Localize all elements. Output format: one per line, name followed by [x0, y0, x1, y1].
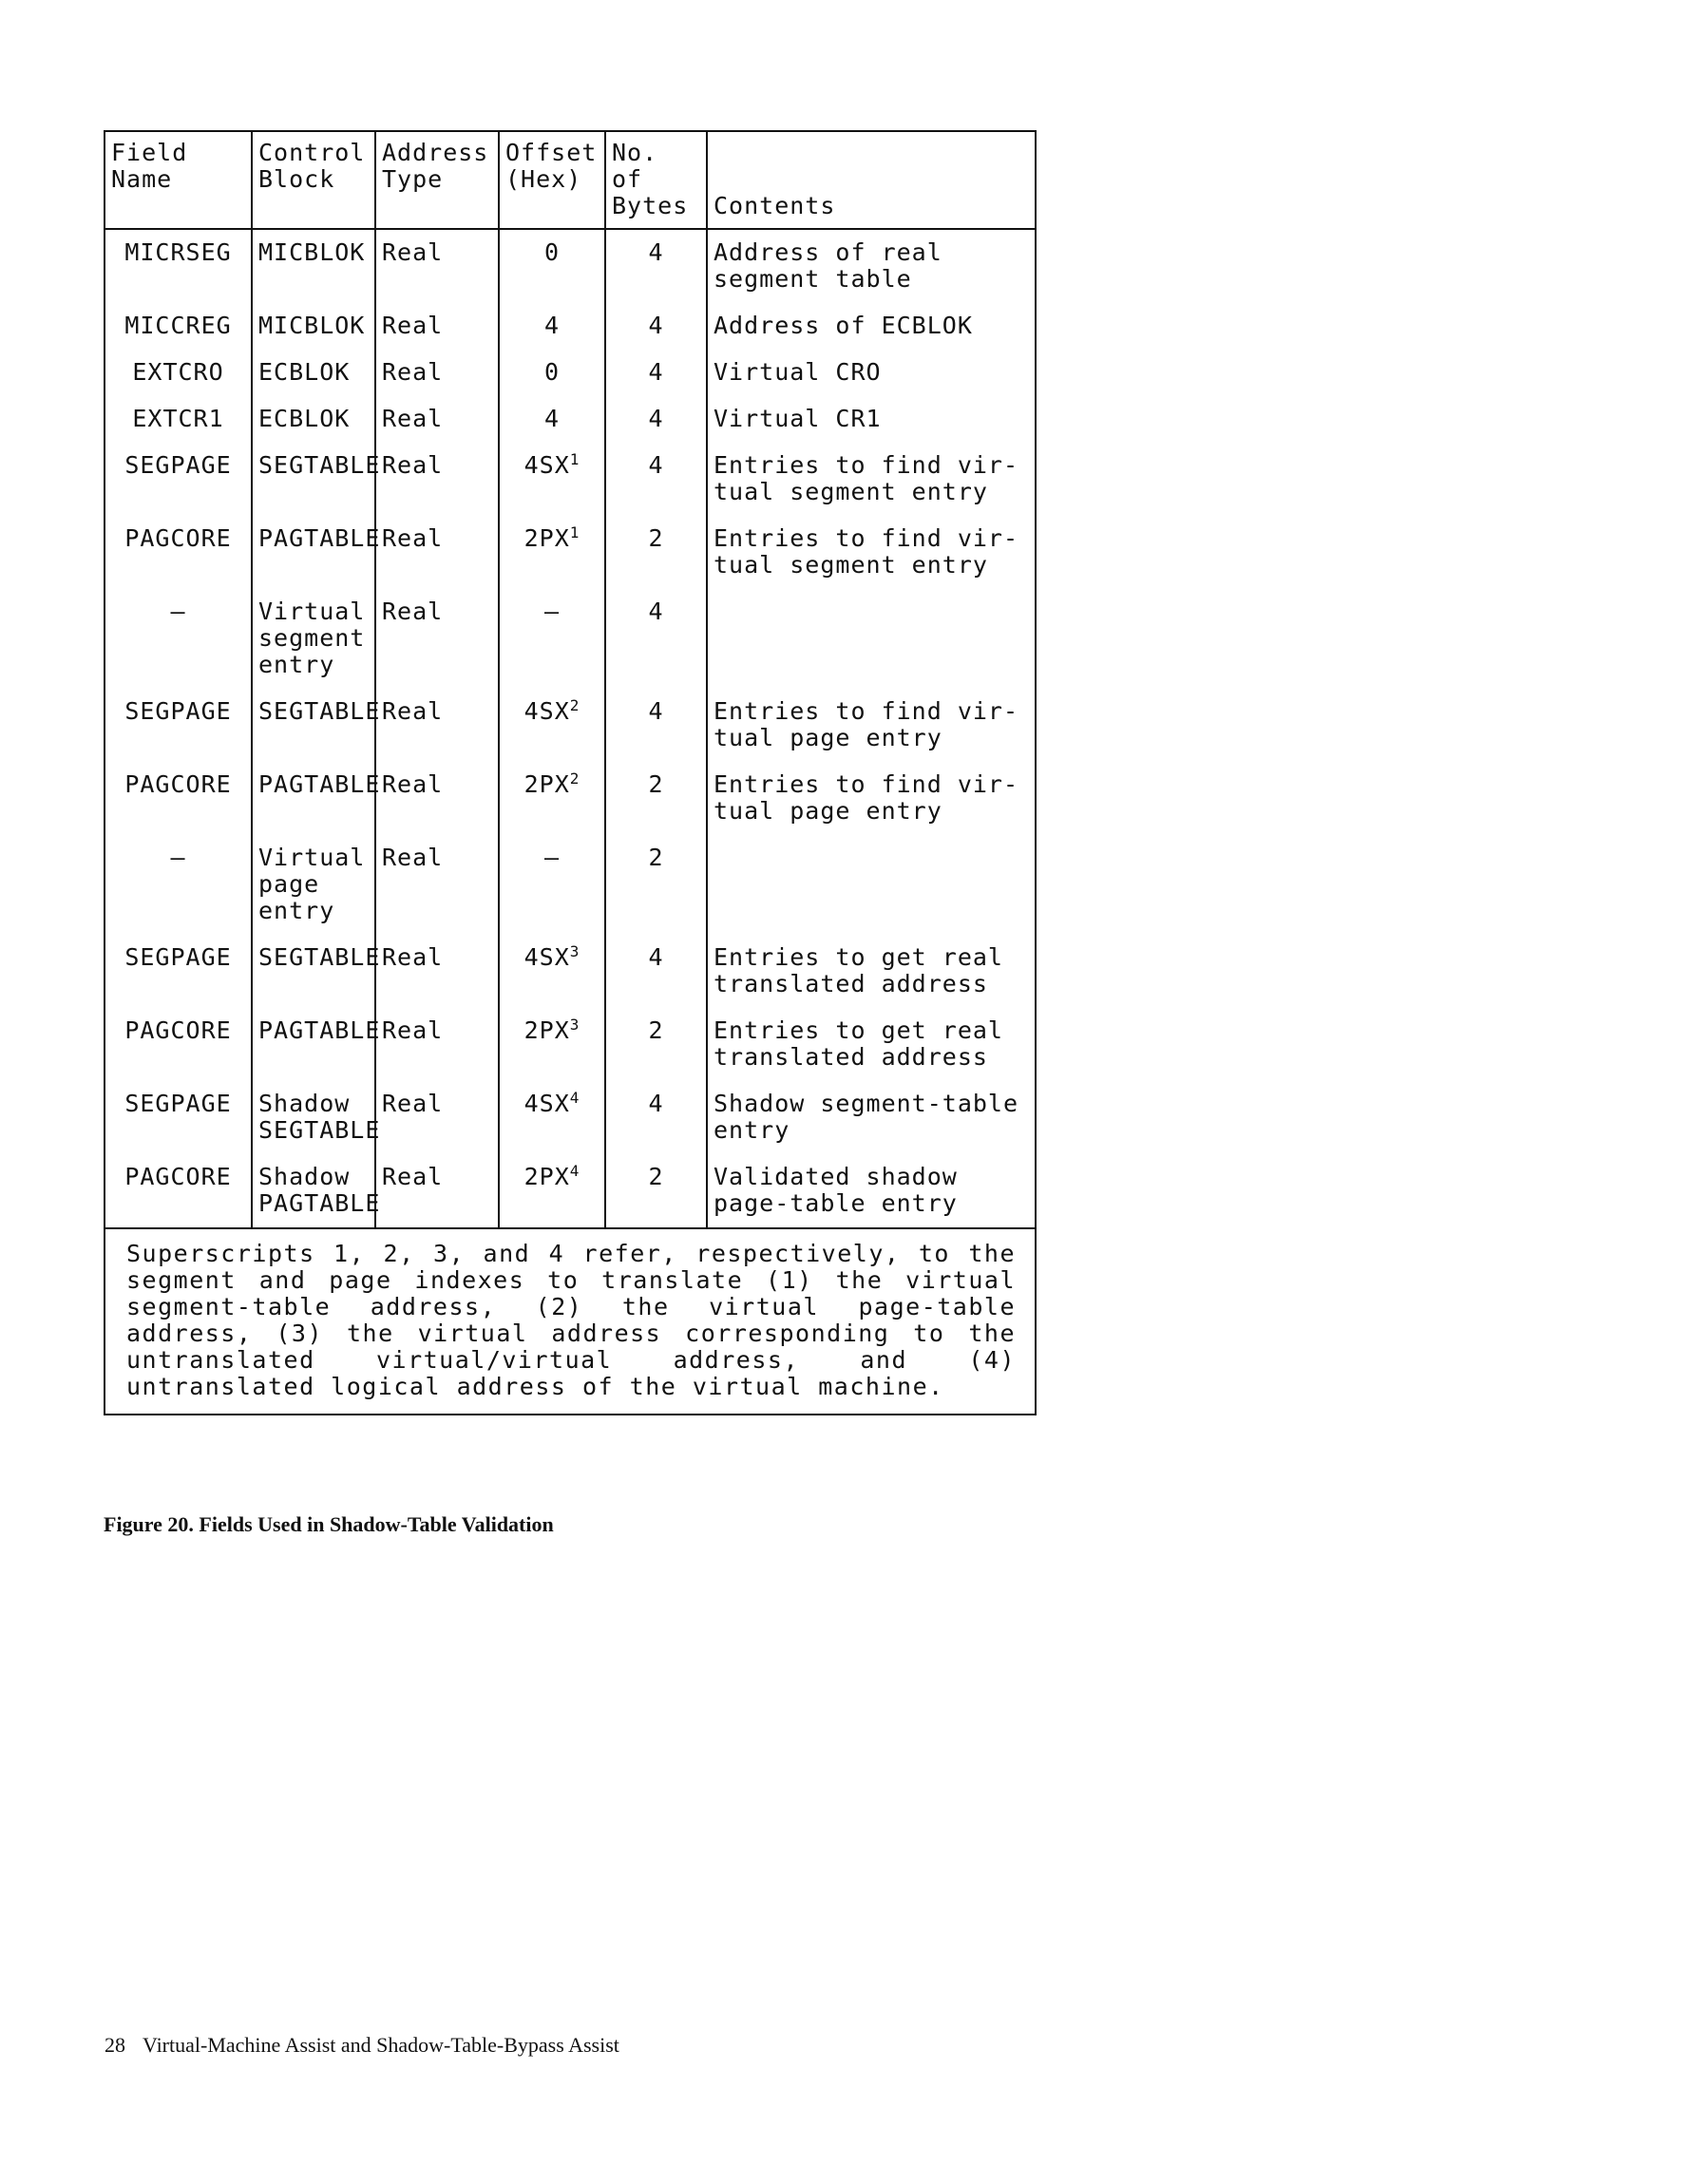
table-row: [105, 396, 1036, 443]
cell-bytes: 2: [605, 762, 707, 835]
cell-bytes: 4: [605, 935, 707, 1008]
offset-value: 4: [543, 405, 561, 432]
table-row: [105, 1081, 1036, 1154]
cell-control-block: SEGTABLE: [252, 443, 375, 516]
cell-offset: [499, 762, 605, 835]
cell-address-type: Real: [375, 350, 499, 396]
header-contents: Contents: [707, 131, 1036, 229]
cell-contents: Validated shadow page-table entry: [714, 1163, 958, 1217]
table-row: [105, 443, 1036, 516]
header-field-name: Field Name: [105, 131, 252, 229]
cell-contents: Entries to find vir- tual segment entry: [714, 524, 1019, 579]
offset-value: 4: [543, 312, 561, 339]
cell-field-name: MICCREG: [105, 303, 252, 350]
table-body: [105, 229, 1036, 1228]
cell-control-block: MICBLOK: [252, 229, 375, 303]
offset-superscript: 2: [569, 769, 581, 788]
cell-contents: Shadow segment-table entry: [714, 1090, 1019, 1144]
cell-field-name: –: [105, 835, 252, 935]
cell-bytes: 4: [605, 396, 707, 443]
table-row: [105, 516, 1036, 589]
cell-contents: Address of real segment table: [714, 238, 942, 293]
cell-field-name: PAGCORE: [105, 1154, 252, 1228]
cell-contents: Entries to find vir- tual page entry: [714, 770, 1019, 825]
cell-bytes: 4: [605, 229, 707, 303]
figure-caption: Figure 20. Fields Used in Shadow-Table Validation: [104, 1512, 554, 1536]
page-footer: [105, 2033, 619, 2058]
cell-control-block: MICBLOK: [252, 303, 375, 350]
table-row: [105, 1154, 1036, 1228]
offset-superscript: 3: [569, 942, 581, 960]
cell-field-name: PAGCORE: [105, 516, 252, 589]
cell-offset: [499, 396, 605, 443]
cell-address-type: Real: [375, 516, 499, 589]
book-title: Virtual-Machine Assist and Shadow-Table-Bypass Assist: [143, 2033, 619, 2057]
cell-field-name: EXTCR1: [105, 396, 252, 443]
header-row: [105, 131, 1036, 229]
cell-field-name: SEGPAGE: [105, 935, 252, 1008]
cell-field-name: –: [105, 589, 252, 689]
cell-contents: Entries to find vir- tual segment entry: [714, 451, 1019, 505]
cell-control-block: Shadow SEGTABLE: [252, 1081, 375, 1154]
cell-bytes: 2: [605, 1008, 707, 1081]
cell-contents: Address of ECBLOK: [714, 312, 973, 339]
cell-address-type: Real: [375, 1008, 499, 1081]
cell-field-name: SEGPAGE: [105, 1081, 252, 1154]
offset-superscript: 1: [569, 450, 581, 468]
cell-bytes: 4: [605, 589, 707, 689]
offset-value: 4SX: [523, 943, 570, 971]
cell-bytes: 2: [605, 1154, 707, 1228]
note-row: [105, 1228, 1036, 1415]
offset-superscript: 3: [569, 1016, 581, 1034]
offset-value: 2PX: [523, 524, 570, 552]
cell-control-block: SEGTABLE: [252, 689, 375, 762]
cell-contents: Entries to get real translated address: [714, 943, 1003, 997]
cell-field-name: MICRSEG: [105, 229, 252, 303]
cell-address-type: Real: [375, 1154, 499, 1228]
header-control-block: Control Block: [252, 131, 375, 229]
cell-address-type: Real: [375, 396, 499, 443]
cell-control-block: Shadow PAGTABLE: [252, 1154, 375, 1228]
cell-field-name: SEGPAGE: [105, 443, 252, 516]
cell-offset: [499, 443, 605, 516]
offset-value: 4SX: [523, 1090, 570, 1117]
cell-contents: Virtual CRO: [714, 358, 882, 386]
cell-offset: [499, 1081, 605, 1154]
offset-superscript: 4: [569, 1162, 581, 1180]
cell-contents: Virtual CR1: [714, 405, 882, 432]
cell-control-block: PAGTABLE: [252, 516, 375, 589]
cell-address-type: Real: [375, 689, 499, 762]
cell-address-type: Real: [375, 303, 499, 350]
cell-offset: [499, 1154, 605, 1228]
cell-address-type: Real: [375, 229, 499, 303]
offset-value: –: [543, 598, 561, 625]
offset-value: 0: [543, 238, 561, 266]
cell-contents: [707, 835, 1036, 935]
cell-control-block: Virtual page entry: [252, 835, 375, 935]
offset-value: 4SX: [523, 697, 570, 725]
cell-bytes: 4: [605, 303, 707, 350]
table-row: [105, 762, 1036, 835]
cell-bytes: 4: [605, 443, 707, 516]
offset-superscript: 2: [569, 696, 581, 714]
offset-value: 4SX: [523, 451, 570, 479]
table-header: [105, 131, 1036, 229]
cell-field-name: PAGCORE: [105, 1008, 252, 1081]
cell-address-type: Real: [375, 762, 499, 835]
header-offset: Offset (Hex): [499, 131, 605, 229]
cell-control-block: Virtual segment entry: [252, 589, 375, 689]
offset-superscript: 4: [569, 1089, 581, 1107]
cell-offset: [499, 935, 605, 1008]
cell-bytes: 2: [605, 516, 707, 589]
cell-offset: [499, 1008, 605, 1081]
page-number: 28: [105, 2033, 125, 2057]
cell-offset: [499, 303, 605, 350]
table-row: [105, 229, 1036, 303]
cell-control-block: ECBLOK: [252, 350, 375, 396]
header-address-type: Address Type: [375, 131, 499, 229]
cell-address-type: Real: [375, 835, 499, 935]
offset-value: 2PX: [523, 1163, 570, 1190]
cell-offset: [499, 229, 605, 303]
cell-field-name: PAGCORE: [105, 762, 252, 835]
cell-bytes: 4: [605, 1081, 707, 1154]
table-row: [105, 935, 1036, 1008]
cell-offset: [499, 589, 605, 689]
cell-bytes: 4: [605, 689, 707, 762]
offset-superscript: 1: [569, 523, 581, 541]
cell-offset: [499, 689, 605, 762]
cell-contents: Entries to get real translated address: [714, 1016, 1003, 1071]
cell-field-name: EXTCRO: [105, 350, 252, 396]
cell-offset: [499, 516, 605, 589]
shadow-table-fields-table: [104, 130, 1037, 1415]
cell-control-block: PAGTABLE: [252, 762, 375, 835]
cell-bytes: 2: [605, 835, 707, 935]
cell-field-name: SEGPAGE: [105, 689, 252, 762]
offset-value: 2PX: [523, 770, 570, 798]
table-row: [105, 835, 1036, 935]
cell-address-type: Real: [375, 935, 499, 1008]
cell-address-type: Real: [375, 1081, 499, 1154]
offset-value: 2PX: [523, 1016, 570, 1044]
cell-offset: [499, 350, 605, 396]
cell-control-block: ECBLOK: [252, 396, 375, 443]
cell-control-block: PAGTABLE: [252, 1008, 375, 1081]
offset-value: 0: [543, 358, 561, 386]
table-row: [105, 350, 1036, 396]
cell-address-type: Real: [375, 443, 499, 516]
header-bytes: No. of Bytes: [605, 131, 707, 229]
table-row: [105, 303, 1036, 350]
table-row: [105, 1008, 1036, 1081]
offset-value: –: [543, 844, 561, 871]
cell-control-block: SEGTABLE: [252, 935, 375, 1008]
cell-contents: [707, 589, 1036, 689]
cell-bytes: 4: [605, 350, 707, 396]
cell-address-type: Real: [375, 589, 499, 689]
cell-offset: [499, 835, 605, 935]
cell-contents: Entries to find vir- tual page entry: [714, 697, 1019, 751]
superscript-note: Superscripts 1, 2, 3, and 4 refer, respectively, to the segment and page indexes to translate (1) the virtual segment-table address, (2) the virtual page-table address, (3) the virtual address corresponding to the untranslated virtual/virtual address, and (4) untranslated logical address of the virtual machine.: [105, 1228, 1036, 1415]
table-row: [105, 689, 1036, 762]
table-row: [105, 589, 1036, 689]
